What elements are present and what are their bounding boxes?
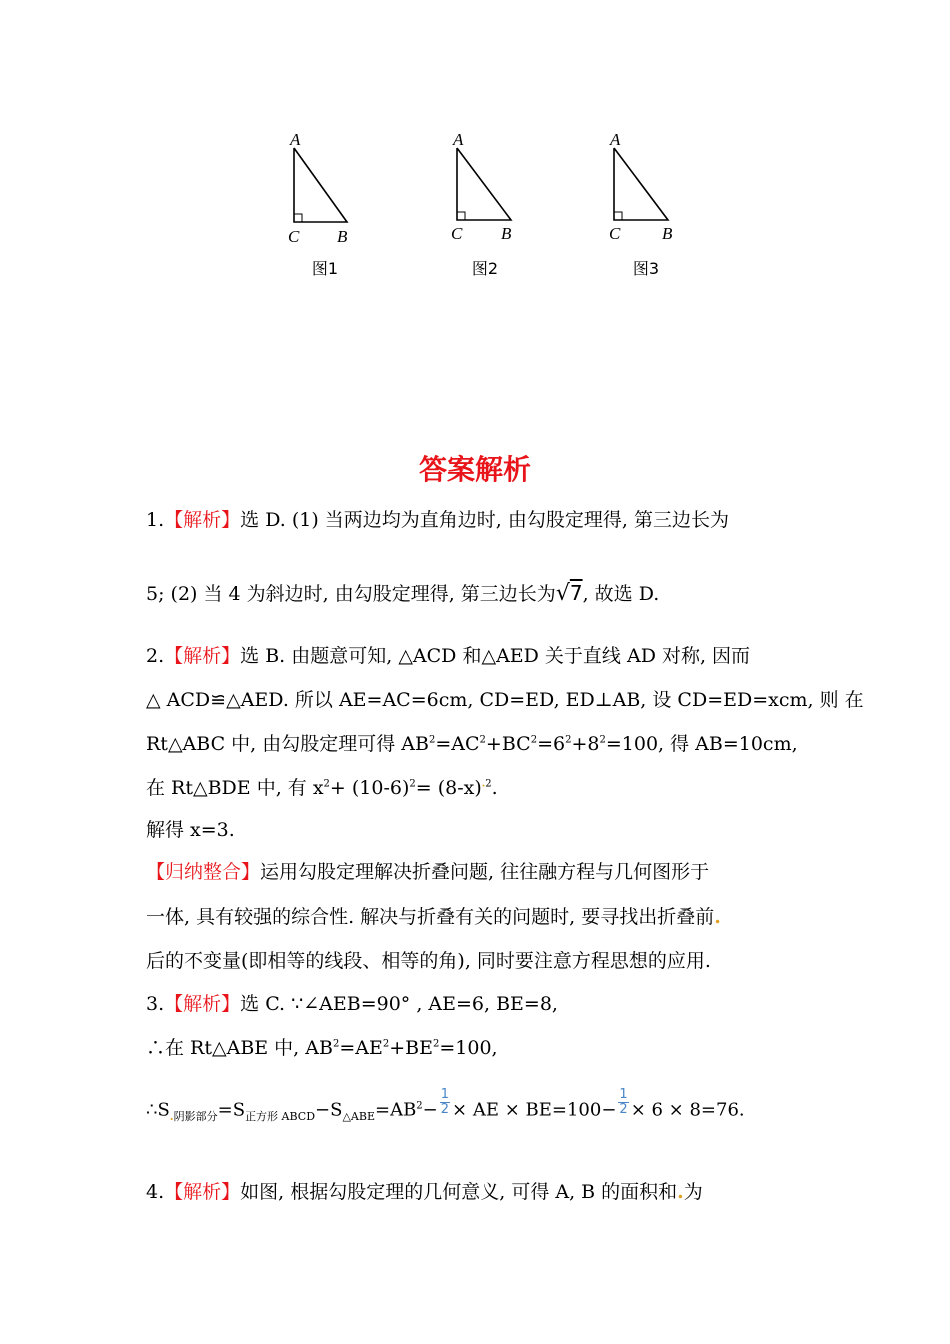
q4-text: 如图, 根据勾股定理的几何意义, 可得 A, B 的面积和 — [240, 1181, 678, 1203]
annotation-mark: . — [677, 1181, 684, 1203]
vertex-label-b: B — [662, 224, 673, 243]
right-triangle-diagram — [449, 128, 559, 238]
vertex-label-c: C — [288, 227, 300, 246]
q2-text: =100, 得 AB=10cm, — [605, 733, 798, 755]
q2-text: +8 — [571, 733, 600, 755]
q2-text: =AC — [435, 733, 480, 755]
q2-line-3 — [146, 730, 798, 758]
summary-tag: 【归纳整合】 — [146, 861, 261, 883]
q3-text: ∴在 Rt△ABE 中, AB — [146, 1037, 333, 1059]
sqrt-symbol: √ — [555, 581, 570, 606]
figure-1 — [285, 128, 395, 278]
q3-text: =AE — [339, 1037, 383, 1059]
superscript: 2 — [416, 1100, 423, 1112]
figure-caption: 图2 — [471, 259, 499, 278]
right-triangle-diagram — [606, 128, 716, 238]
q3-text: −S — [315, 1099, 343, 1121]
right-triangle-diagram — [285, 128, 395, 238]
subscript: 正方形 ABCD — [245, 1110, 316, 1124]
annotation-mark: . — [714, 906, 721, 928]
superscript: 2 — [565, 734, 572, 746]
superscript: 2 — [409, 778, 416, 790]
q2-text: =6 — [537, 733, 566, 755]
summary-text: 后的不变量(即相等的线段、相等的角), 同时要注意方程思想的应用. — [146, 950, 711, 972]
q3-text: × AE × BE=100− — [452, 1099, 617, 1121]
superscript: 2 — [382, 1038, 390, 1050]
q1-number: 1. — [146, 509, 165, 531]
fraction-numerator: 1 — [619, 1087, 628, 1102]
q3-text: × 6 × 8=76. — [630, 1099, 745, 1121]
analysis-tag: 【解析】 — [164, 1181, 241, 1203]
superscript: 2 — [432, 1038, 440, 1050]
q2-text: + (10-6) — [329, 777, 410, 799]
fraction-denominator: 2 — [440, 1102, 450, 1117]
q2-text: △ ACD≌△AED. 所以 AE=AC=6cm, CD=ED, ED⊥AB, 设 CD=ED=xcm, 则 在 — [146, 689, 864, 711]
q3-text: ∴S — [146, 1099, 170, 1121]
figure-caption: 图1 — [311, 259, 339, 278]
fraction-denominator: 2 — [619, 1102, 628, 1117]
summary-line-1 — [146, 858, 709, 886]
q2-line-5 — [146, 816, 235, 844]
q3-text: 选 C. ∵∠AEB=90° , AE=6, BE=8, — [240, 993, 558, 1015]
q2-number: 2. — [146, 645, 165, 667]
section-title: 答案解析 — [418, 453, 531, 486]
q3-number: 3. — [146, 993, 165, 1015]
vertex-label-c: C — [451, 224, 463, 243]
fraction-one-half — [440, 1088, 450, 1117]
q3-text: +BE — [389, 1037, 433, 1059]
sqrt-radicand: 7 — [569, 581, 583, 605]
q2-text: = (8-x) — [415, 777, 482, 799]
q3-line-1 — [146, 990, 558, 1018]
q1-text: , 故选 D. — [582, 583, 660, 605]
q1-text: 选 D. (1) 当两边均为直角边时, 由勾股定理得, 第三边长为 — [240, 509, 729, 531]
q3-text: =100, — [439, 1037, 498, 1059]
superscript: 2 — [428, 734, 436, 746]
vertex-label-c: C — [609, 224, 621, 243]
q2-text: . — [491, 777, 498, 799]
triangle-figures — [0, 128, 950, 288]
q3-line-3 — [146, 1087, 745, 1125]
vertex-label-b: B — [501, 224, 512, 243]
figure-3 — [606, 128, 716, 278]
superscript: 2 — [599, 734, 606, 746]
summary-line-2 — [146, 903, 721, 931]
q2-text: Rt△ABC 中, 由勾股定理可得 AB — [146, 733, 429, 755]
annotation-mark: . — [481, 778, 486, 790]
q2-line-4 — [146, 774, 498, 802]
annotation-mark: . — [169, 1110, 174, 1124]
vertex-label-b: B — [337, 227, 348, 246]
superscript: 2 — [485, 778, 492, 790]
q2-line-1 — [146, 642, 750, 670]
summary-text: 运用勾股定理解决折叠问题, 往往融方程与几何图形于 — [260, 861, 710, 883]
figure-2 — [449, 128, 559, 278]
analysis-tag: 【解析】 — [164, 993, 241, 1015]
vertex-label-a: A — [610, 130, 621, 149]
fraction-numerator: 1 — [440, 1087, 450, 1102]
analysis-tag: 【解析】 — [164, 509, 241, 531]
q2-text: 在 Rt△BDE 中, 有 x — [146, 777, 324, 799]
superscript: 2 — [479, 734, 486, 746]
q4-number: 4. — [146, 1181, 165, 1203]
q4-line-1 — [146, 1178, 703, 1206]
summary-text: 一体, 具有较强的综合性. 解决与折叠有关的问题时, 要寻找出折叠前 — [146, 906, 715, 928]
summary-line-3 — [146, 947, 711, 975]
q2-line-2 — [146, 686, 864, 714]
subscript: △ABE — [342, 1110, 375, 1124]
q1-line-1 — [146, 506, 729, 534]
superscript: 2 — [323, 778, 330, 790]
superscript: 2 — [332, 1038, 340, 1050]
figure-caption: 图3 — [632, 259, 660, 278]
q4-text: 为 — [683, 1181, 703, 1203]
q3-text: =S — [217, 1099, 246, 1121]
q3-text: =AB — [374, 1099, 417, 1121]
q2-text: 解得 x=3. — [146, 819, 235, 841]
q3-text: − — [422, 1099, 438, 1121]
q1-line-2 — [146, 579, 659, 608]
fraction-one-half — [618, 1088, 628, 1117]
q2-text: 选 B. 由题意可知, △ACD 和△AED 关于直线 AD 对称, 因而 — [240, 645, 751, 667]
analysis-tag: 【解析】 — [164, 645, 241, 667]
q2-text: +BC — [485, 733, 531, 755]
vertex-label-a: A — [290, 130, 301, 149]
q1-text: 5; (2) 当 4 为斜边时, 由勾股定理得, 第三边长为 — [146, 583, 556, 605]
superscript: 2 — [530, 734, 538, 746]
subscript: 阴影部分 — [173, 1110, 218, 1124]
q3-line-2 — [146, 1034, 498, 1062]
vertex-label-a: A — [453, 130, 464, 149]
